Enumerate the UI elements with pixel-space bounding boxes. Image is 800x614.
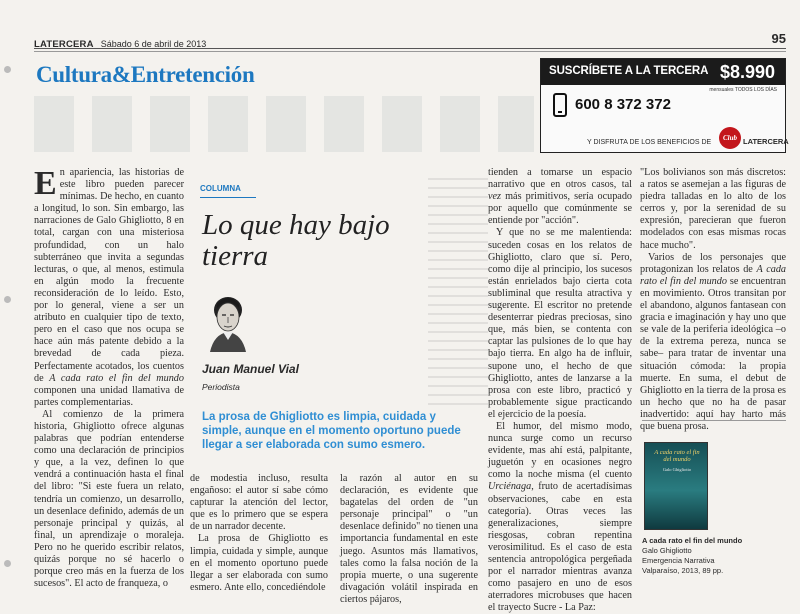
paragraph: la razón al autor en su declaración, es evidente que bagatelas del orden de "un personaje principal" o "un desenlace definido" no tienen una importancia fundamental en este juego. Asuntos más llamativos, tales como la falsa noción de la propia muerte, o una sugerente divagación volátil inspirada en ciertos pájaros, <box>340 473 478 605</box>
text-column-3 <box>340 473 478 606</box>
paragraph <box>34 167 184 409</box>
pull-quote: La prosa de Ghigliotto es limpia, cuidada y simple, aunque en el momento oportuno puede llegar a ser elaborada con sumo esmero. <box>202 411 461 451</box>
text-run: n apariencia, las historias de este libro pueden parecer mínimas. De hecho, en cuanto a longitud, lo son. Sin embargo, las narraciones de Galo Ghigliotto, 8 en total, cargan con una misteriosa profundidad, con un halo subterráneo que invita a segundas lecturas, o que, al menos, estimula en algún modo la frecuente reconsideración de lo leído. Esto, por lo general, viene a ser un atributo en cualquier tipo de texto, pero en el caso que nos ocupa se hace aún más patente debido a la brevedad de cada pieza. Perfectamente acotados, los cuentos de <box>34 167 184 384</box>
text-run: El humor, del mismo modo, nunca surge como un recurso evidente, mas ahí está, palpitante, juguetón y en ocasiones negro como la noche misma (el cuento <box>488 420 632 481</box>
club-logo: Club <box>719 127 741 149</box>
text-italic: vez <box>488 191 502 203</box>
paragraph <box>488 167 632 227</box>
cover-author: Galo Ghigliotto <box>662 467 692 472</box>
story-title-italic: Urciénaga <box>488 481 532 493</box>
page-header <box>34 31 786 50</box>
book-caption <box>642 536 792 576</box>
issue-date: Sábado 6 de abril de 2013 <box>100 39 207 49</box>
ad-price: $8.990 <box>719 62 775 82</box>
text-column-5 <box>640 167 786 433</box>
author-role: Periodista <box>202 382 240 392</box>
paragraph: Al comienzo de la primera historia, Ghigliotto ofrece algunas palabras que podrían entenderse como una declaración de principios y que, a la vez, definen lo que vendrá a continuación hasta el final del libro: "Si este fuera un relato, tendría un comienzo, un desarrollo, un desenlace definido, además de un personaje principal y quizás, al final, un aprendizaje o moraleja. Pero no he querido escribir relatos, quizás porque no sé hacerlo o porque creo más en la fuerza de los sucesos". El acto de franqueza, o <box>34 408 184 590</box>
author-name: Juan Manuel Vial <box>202 362 299 376</box>
ad-subscribe-text: SUSCRÍBETE A LA TERCERA <box>549 65 709 77</box>
column-tag: COLUMNA <box>200 184 241 193</box>
text-column-1 <box>34 167 184 590</box>
text-column-4 <box>488 167 632 614</box>
article-title: Lo que hay bajo tierra <box>202 209 390 272</box>
text-run: , fruto de acertadísimas observaciones, cabe en esta categoría). Otras veces las generalizaciones, siempre riesgosas, cobran repentina verosimilitud. Es el caso de esta sentencia antropológica pergeñada por el narrador mientras avanza como pasajero en uno de esos aterradores microbuses que hacen el trayecto Sucre - La Paz: <box>488 481 632 614</box>
text-run: más primitivos, sería ocupado por aquello que comúnmente se entiende por "acción". <box>488 191 633 227</box>
book-title: A cada rato el fin del mundo <box>642 536 743 545</box>
text-run: Varios de los personajes que protagonizan los relatos de <box>640 251 786 275</box>
book-place-year: Valparaíso, 2013, 89 pp. <box>642 566 724 575</box>
paragraph <box>640 252 786 433</box>
text-run: componen una unidad llamativa de partes complementarias. <box>34 384 184 408</box>
author-portrait <box>206 290 250 352</box>
ad-brand: LATERCERA <box>743 137 789 146</box>
binder-hole <box>4 560 11 567</box>
newspaper-brand: LATERCERA <box>34 39 94 50</box>
paragraph: de modestia incluso, resulta engañoso: el autor sí sabe cómo capturar la atención del lector, que es lo primero que se espera de un narrador decente. <box>190 473 328 533</box>
binder-hole <box>4 296 11 303</box>
book-title-italic: A cada rato el fin del mundo <box>49 372 184 384</box>
book-title-italic: A cada rato el fin del mundo <box>640 263 787 287</box>
tag-underline <box>200 197 256 198</box>
book-publisher: Emergencia Narrativa <box>642 556 715 565</box>
page-number: 95 <box>771 31 786 46</box>
ad-price-note: mensuales TODOS LOS DÍAS <box>709 87 777 93</box>
header-rule <box>34 48 786 49</box>
paragraph <box>488 421 632 614</box>
header-rule-thin <box>34 51 786 52</box>
book-author: Galo Ghigliotto <box>642 546 692 555</box>
paragraph: La prosa de Ghigliotto es limpia, cuidada y simple, aunque en el momento oportuno puede llegar a ser elaborada con sumo esmero. Ante ello, concediéndole <box>190 533 328 593</box>
column-feature-box <box>192 170 478 465</box>
text-run: se encuentran en movimiento. Otros transitan por el abandono, algunos fantasean con gracia e imaginación y hay uno que se vale de la periferia ideológica –o de la extrema pereza, nunca se sabe– para tratar de inventar una situación cómoda: la propia muerte. En suma, el debut de Ghigliotto en la tierra de la prosa es un hecho que no ha de pasar inadvertido: aquí hay harto más que buena prosa. <box>640 275 787 432</box>
phone-icon <box>553 93 567 117</box>
text-run: tienden a tomarse un espacio narrativo que en otros casos, tal <box>488 167 632 191</box>
text-column-2 <box>190 473 328 594</box>
binder-hole <box>4 66 11 73</box>
ad-phone-number: 600 8 372 372 <box>575 96 671 113</box>
paragraph: Y que no se me malentienda: suceden cosas en los relatos de Ghigliotto, claro que sí. Pero, como dije al principio, los sucesos están enrielados bajo cierta cota subliminal que resulta atractiva y sugerente. El escritor no pretende desenterrar piedras preciosas, sino que, más bien, se contenta con captar las pulsiones de lo que hay bajo tierra. En algo ha de influir, supone uno, el hecho de que Ghigliotto, antes de lanzarse a la prosa con este libro, practicó y probablemente sigue practicando el ejercicio de la poesía. <box>488 227 632 420</box>
bleed-through-strip <box>34 96 534 152</box>
ad-benefits-text: Y DISFRUTA DE LOS BENEFICIOS DE <box>587 139 712 146</box>
book-rule <box>642 420 786 421</box>
drop-cap: E <box>34 165 57 202</box>
cover-title: A cada rato el fin del mundo <box>654 449 700 463</box>
paragraph: "Los bolivianos son más discretos: a ratos se asemejan a las figuras de piedra talladas en lo alto de los cerros y, por la serenidad de su expresión, parecieran que fueron modelados con esas mismas rocas hace mucho". <box>640 167 786 251</box>
section-title: Cultura&Entretención <box>36 62 255 87</box>
book-cover <box>644 442 708 530</box>
subscription-ad[interactable] <box>540 58 789 153</box>
